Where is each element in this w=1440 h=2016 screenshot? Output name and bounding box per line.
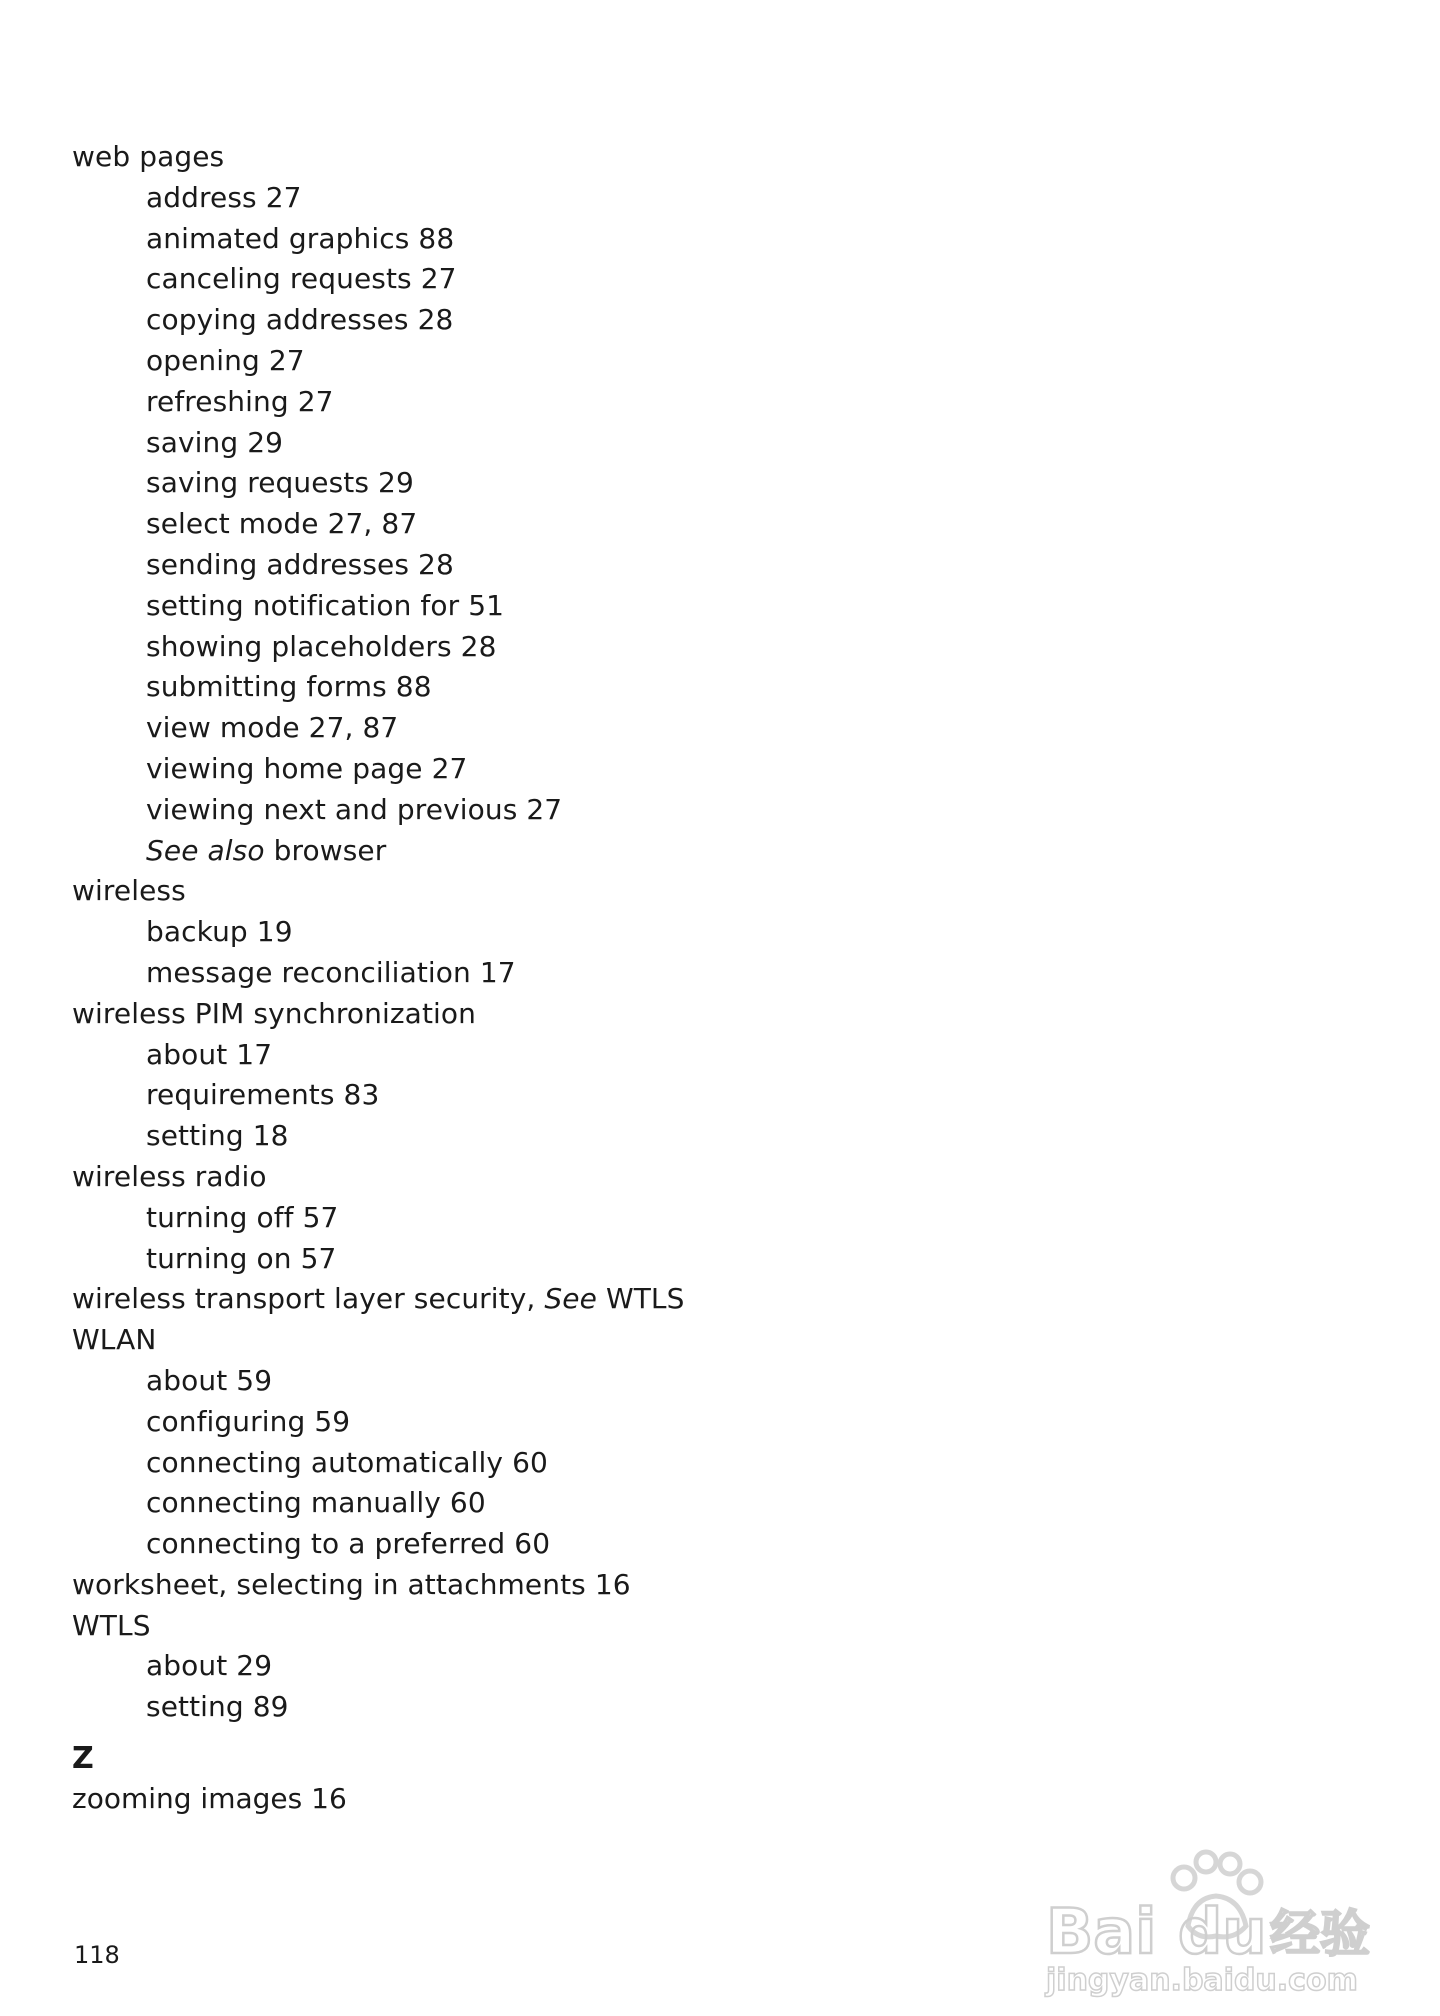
entry-text: setting notification for 51	[146, 588, 505, 622]
entry-text: connecting automatically 60	[146, 1445, 548, 1479]
entry-text: wireless radio	[72, 1159, 267, 1193]
entry-text: view mode 27, 87	[146, 711, 399, 745]
entry-text: configuring 59	[146, 1404, 351, 1438]
entry-text: setting 18	[146, 1119, 289, 1153]
index-entry	[72, 1279, 1072, 1320]
entry-text: select mode 27, 87	[146, 507, 418, 541]
index-subentry	[72, 1443, 1072, 1484]
index-subentry	[72, 300, 1072, 341]
entry-text: about 29	[146, 1649, 273, 1683]
index-entry	[72, 1157, 1072, 1198]
index-entry	[72, 871, 1072, 912]
entry-text: opening 27	[146, 343, 305, 377]
entry-text: address 27	[146, 180, 302, 214]
entry-text: worksheet, selecting in attachments 16	[72, 1567, 631, 1601]
entry-text: submitting forms 88	[146, 670, 432, 704]
index-subentry	[72, 1524, 1072, 1565]
entry-text: wireless transport layer security,	[72, 1282, 545, 1316]
index-subentry	[72, 586, 1072, 627]
index-subentry	[72, 219, 1072, 260]
index-entry	[72, 1320, 1072, 1361]
entry-text: about 17	[146, 1037, 273, 1071]
entry-text: sending addresses 28	[146, 547, 454, 581]
entry-text: connecting to a preferred 60	[146, 1527, 551, 1561]
entry-text: wireless PIM synchronization	[72, 996, 476, 1030]
index-subentry	[72, 504, 1072, 545]
page-number: 118	[74, 1941, 120, 1969]
entry-text: showing placeholders 28	[146, 629, 497, 663]
entry-text: turning off 57	[146, 1200, 339, 1234]
index-subentry	[72, 382, 1072, 423]
entry-text: message reconciliation 17	[146, 955, 516, 989]
index-subentry	[72, 463, 1072, 504]
index-subentry	[72, 912, 1072, 953]
index-subentry	[72, 1646, 1072, 1687]
index-subentry	[72, 1116, 1072, 1157]
index-subentry	[72, 1075, 1072, 1116]
entry-text: turning on 57	[146, 1241, 337, 1275]
watermark-brand-cn: 经验	[1270, 1905, 1370, 1963]
index-subentry	[72, 178, 1072, 219]
entry-text: viewing next and previous 27	[146, 792, 563, 826]
entry-text: viewing home page 27	[146, 751, 468, 785]
index-entry-zooming-images: zooming images 16	[72, 1782, 347, 1815]
entry-text: saving requests 29	[146, 466, 414, 500]
index-subentry	[72, 667, 1072, 708]
index-entry	[72, 1606, 1072, 1647]
entry-text: backup 19	[146, 915, 293, 949]
index-subentry	[72, 953, 1072, 994]
entry-text: animated graphics 88	[146, 221, 455, 255]
baidu-jingyan-watermark	[1038, 1818, 1378, 1998]
index-subentry	[72, 1239, 1072, 1280]
index-subentry	[72, 1035, 1072, 1076]
entry-text: connecting manually 60	[146, 1486, 486, 1520]
index-subentry	[72, 831, 1072, 872]
entry-text: saving 29	[146, 425, 284, 459]
watermark-brand-text: Bai du	[1046, 1895, 1267, 1968]
section-heading-z: Z	[72, 1741, 94, 1776]
index-subentry	[72, 1483, 1072, 1524]
index-subentry	[72, 1198, 1072, 1239]
watermark-url: jingyan.baidu.com	[1046, 1963, 1358, 1998]
entry-text: canceling requests 27	[146, 262, 457, 296]
index-subentry	[72, 423, 1072, 464]
index-entry	[72, 137, 1072, 178]
index-subentry	[72, 1687, 1072, 1728]
entry-text: WLAN	[72, 1323, 157, 1357]
index-subentry	[72, 708, 1072, 749]
index-entry	[72, 1565, 1072, 1606]
entry-text: requirements 83	[146, 1078, 380, 1112]
index-subentry	[72, 545, 1072, 586]
index-subentry	[72, 1361, 1072, 1402]
index-subentry	[72, 749, 1072, 790]
index-subentry	[72, 1402, 1072, 1443]
entry-text: WTLS	[72, 1608, 151, 1642]
index-subentry	[72, 341, 1072, 382]
entry-text: web pages	[72, 140, 225, 173]
cross-reference-term: See	[544, 1282, 597, 1316]
index-entry	[72, 994, 1072, 1035]
entry-text: copying addresses 28	[146, 303, 454, 337]
entry-text: browser	[264, 833, 387, 867]
entry-text: WTLS	[596, 1282, 685, 1316]
cross-reference-term: See also	[146, 833, 265, 867]
entry-text: refreshing 27	[146, 384, 334, 418]
index-subentry	[72, 259, 1072, 300]
entry-text: about 59	[146, 1363, 273, 1397]
index-list	[72, 137, 1072, 1728]
index-subentry	[72, 627, 1072, 668]
entry-text: setting 89	[146, 1690, 289, 1724]
index-subentry	[72, 790, 1072, 831]
entry-text: wireless	[72, 874, 186, 908]
